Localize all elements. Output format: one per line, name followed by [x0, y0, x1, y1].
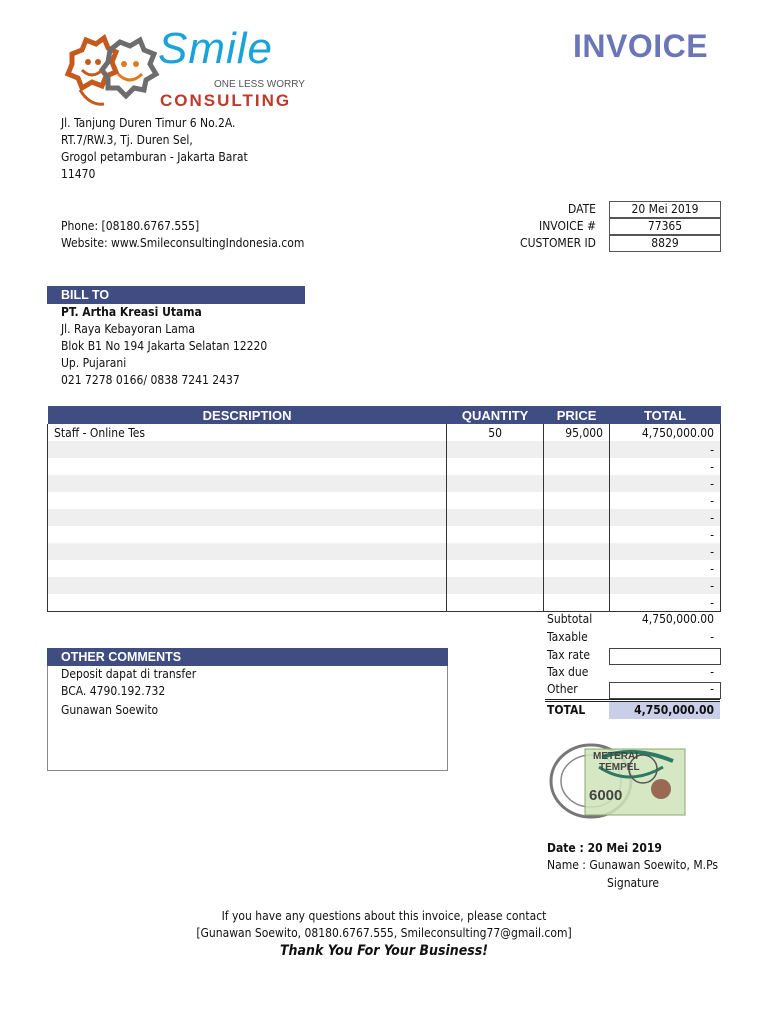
- stamp-text-2: TEMPEL: [599, 762, 640, 773]
- row-quantity: [447, 526, 544, 543]
- table-row: [48, 594, 721, 612]
- row-total: -: [610, 594, 721, 612]
- address-line: 11470: [61, 167, 96, 181]
- company-phone: Phone: [08180.6767.555]: [61, 219, 200, 233]
- address-line: Grogol petamburan - Jakarta Barat: [61, 150, 248, 164]
- comment-line: BCA. 4790.192.732: [61, 684, 166, 698]
- row-price: 95,000: [544, 424, 610, 441]
- taxable-label: Taxable: [547, 630, 588, 644]
- invoice-title: INVOICE: [573, 28, 709, 64]
- table-row: [48, 424, 721, 441]
- comments-header: OTHER COMMENTS: [47, 648, 448, 666]
- row-description: [48, 526, 447, 543]
- items-table: [47, 406, 721, 612]
- row-total: -: [610, 509, 721, 526]
- row-total: -: [610, 475, 721, 492]
- table-row: [48, 577, 721, 594]
- bill-to-header: BILL TO: [47, 286, 305, 304]
- other-value: -: [710, 682, 714, 696]
- row-quantity: [447, 560, 544, 577]
- meterai-stamp-icon: [543, 737, 703, 820]
- logo-word: Smile: [158, 24, 274, 73]
- row-price: [544, 577, 610, 594]
- row-total: -: [610, 577, 721, 594]
- total-label: TOTAL: [547, 703, 586, 717]
- row-quantity: [447, 492, 544, 509]
- invoice-number-value: 77365: [609, 218, 721, 235]
- subtotal-label: Subtotal: [547, 612, 593, 626]
- row-price: [544, 509, 610, 526]
- date-label: DATE: [568, 202, 596, 216]
- stamp-amount: 6000: [589, 787, 623, 804]
- tax-rate-field[interactable]: [609, 648, 721, 665]
- bill-to-block: [61, 304, 267, 389]
- date-value: 20 Mei 2019: [609, 201, 721, 218]
- row-description: [48, 543, 447, 560]
- row-price: [544, 441, 610, 458]
- row-description: [48, 475, 447, 492]
- address-line: Jl. Tanjung Duren Timur 6 No.2A.: [61, 116, 236, 130]
- row-description: [48, 458, 447, 475]
- subtotal-value: 4,750,000.00: [641, 612, 714, 626]
- invoice-number-label: INVOICE #: [539, 219, 596, 233]
- row-description: [48, 594, 447, 612]
- row-quantity: [447, 475, 544, 492]
- row-total: -: [610, 526, 721, 543]
- row-price: [544, 526, 610, 543]
- row-price: [544, 458, 610, 475]
- row-total: -: [610, 543, 721, 560]
- bill-to-line: Blok B1 No 194 Jakarta Selatan 12220: [61, 339, 268, 353]
- table-row: [48, 509, 721, 526]
- row-price: [544, 594, 610, 612]
- row-price: [544, 543, 610, 560]
- stamp-seal: [543, 737, 703, 820]
- footer-thanks: Thank You For Your Business!: [279, 943, 489, 959]
- row-quantity: [447, 594, 544, 612]
- table-row: [48, 492, 721, 509]
- bill-to-line: Jl. Raya Kebayoran Lama: [61, 322, 195, 336]
- bill-to-line: Up. Pujarani: [61, 356, 127, 370]
- signature-date: Date : 20 Mei 2019: [547, 841, 662, 855]
- row-description: [48, 560, 447, 577]
- row-description: [48, 492, 447, 509]
- table-row: [48, 458, 721, 475]
- row-total: -: [610, 441, 721, 458]
- table-row: [48, 526, 721, 543]
- other-label: Other: [547, 682, 578, 696]
- table-row: [48, 475, 721, 492]
- signature-name: Name : Gunawan Soewito, M.Ps: [547, 858, 719, 872]
- signature-label: Signature: [607, 876, 660, 890]
- table-row: [48, 441, 721, 458]
- company-website: Website: www.SmileconsultingIndonesia.com: [61, 236, 305, 250]
- row-price: [544, 560, 610, 577]
- tax-due-label: Tax due: [547, 665, 589, 679]
- row-total: -: [610, 560, 721, 577]
- col-quantity: QUANTITY: [447, 406, 544, 424]
- footer-contact-line: If you have any questions about this invoice, please contact: [221, 909, 547, 923]
- row-quantity: [447, 543, 544, 560]
- row-quantity: 50: [447, 424, 544, 441]
- comment-line: Gunawan Soewito: [61, 703, 159, 717]
- total-value: 4,750,000.00: [634, 703, 714, 717]
- comment-line: Deposit dapat di transfer: [61, 667, 197, 681]
- tax-due-value: -: [710, 665, 714, 679]
- logo-tagline: ONE LESS WORRY: [214, 79, 305, 90]
- col-total: TOTAL: [610, 406, 721, 424]
- col-description: DESCRIPTION: [48, 406, 447, 424]
- table-header-row: [48, 406, 721, 424]
- taxable-value: -: [710, 630, 714, 644]
- row-quantity: [447, 441, 544, 458]
- table-row: [48, 560, 721, 577]
- footer-contact-details: [Gunawan Soewito, 08180.6767.555, Smileconsulting77@gmail.com]: [196, 926, 572, 940]
- row-quantity: [447, 577, 544, 594]
- row-description: [48, 441, 447, 458]
- customer-id-label: CUSTOMER ID: [520, 236, 596, 250]
- address-line: RT.7/RW.3, Tj. Duren Sel,: [61, 133, 193, 147]
- bill-to-name: PT. Artha Kreasi Utama: [61, 305, 202, 319]
- row-description: Staff - Online Tes: [48, 424, 447, 441]
- row-quantity: [447, 458, 544, 475]
- row-description: [48, 509, 447, 526]
- smiley-gears-icon: [60, 32, 160, 114]
- row-total: 4,750,000.00: [610, 424, 721, 441]
- row-total: -: [610, 492, 721, 509]
- row-price: [544, 492, 610, 509]
- comments-box: [47, 666, 448, 771]
- logo-name: CONSULTING: [160, 91, 292, 110]
- row-quantity: [447, 509, 544, 526]
- row-total: -: [610, 458, 721, 475]
- row-description: [48, 577, 447, 594]
- row-price: [544, 475, 610, 492]
- tax-rate-label: Tax rate: [547, 648, 590, 662]
- col-price: PRICE: [544, 406, 610, 424]
- stamp-text-1: METERAI: [593, 751, 638, 762]
- company-logo: [60, 24, 316, 114]
- table-row: [48, 543, 721, 560]
- bill-to-line: 021 7278 0166/ 0838 7241 2437: [61, 373, 240, 387]
- customer-id-value: 8829: [609, 235, 721, 252]
- company-address: [61, 115, 248, 183]
